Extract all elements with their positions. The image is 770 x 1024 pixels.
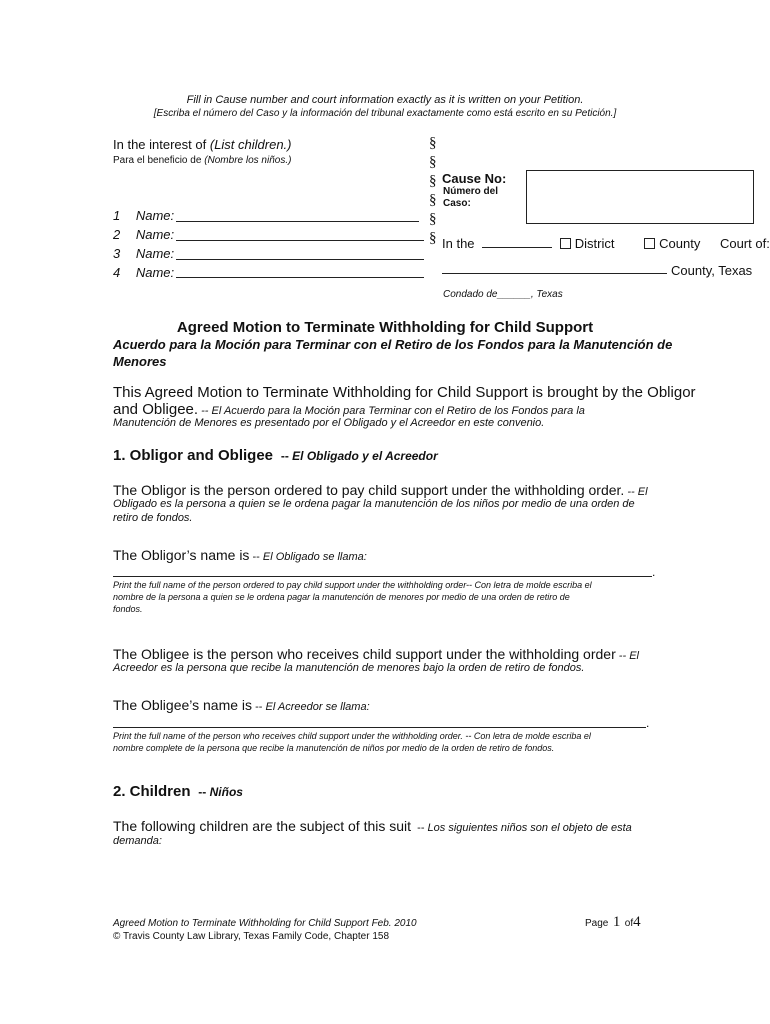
child-name-field[interactable] (176, 240, 424, 241)
county-checkbox[interactable] (644, 238, 655, 249)
child-num: 3 (113, 246, 121, 261)
obligee-name-period: . (646, 716, 650, 730)
intro-es-line2: -- El Acuerdo para la Moción para Terminar con el Retiro de los Fondos para la (198, 405, 585, 417)
district-option[interactable] (560, 236, 615, 251)
section2-text-en: The following children are the subject of this suit (113, 818, 412, 834)
section2-dash: -- (194, 785, 210, 799)
section-symbol: § (429, 135, 437, 151)
county-name-field[interactable] (442, 273, 667, 274)
instruction-en: Fill in Cause number and court information exactly as it is written on your Petition. (186, 94, 584, 106)
county-label: County (659, 236, 701, 251)
interest-prefix: In the interest of (113, 137, 207, 152)
obligor-def-es1: El (637, 486, 648, 498)
county-texas-label: County, Texas (671, 263, 753, 278)
obligor-name-es: El Obligado se llama: (262, 551, 367, 563)
obligee-def-es1: El (629, 650, 639, 662)
child-name-field[interactable] (176, 259, 424, 260)
beneficio-line (113, 155, 291, 166)
footer-title: Agreed Motion to Terminate Withholding for Child Support Feb. 2010 (113, 918, 417, 929)
beneficio-prefix: Para el beneficio de (113, 155, 202, 166)
interest-line (113, 137, 292, 152)
child-label: Name: (135, 208, 175, 223)
county-option[interactable] (644, 236, 700, 251)
obligee-name-en: The Obligee’s name is (113, 697, 253, 713)
section1-title: 1. Obligor and Obligee (113, 447, 274, 464)
caso-label: Caso: (443, 198, 471, 209)
child-label: Name: (135, 246, 175, 261)
obligor-name-en: The Obligor’s name is (113, 547, 250, 563)
section2-heading (113, 783, 243, 801)
child-label: Name: (135, 265, 175, 280)
section-symbol: § (429, 211, 437, 227)
intro-en-line2: and Obligee. (113, 401, 199, 418)
footer-copyright: © Travis County Law Library, Texas Family Code, Chapter 158 (113, 931, 390, 942)
obligee-note-1: Print the full name of the person who receives child support under the withholding order. -- Con letra de molde escriba el (113, 731, 591, 741)
section-symbol: § (429, 154, 437, 170)
obligee-name-es: El Acreedor se llama: (265, 701, 370, 713)
obligor-def-es2: Obligado es la persona a quien se le ordena pagar la manutención de los niños por medio de una orden de (113, 498, 635, 510)
court-number-field[interactable] (482, 237, 552, 248)
intro-es-line3: Manutención de Menores es presentado por el Obligado y el Acreedor en este convenio. (113, 417, 545, 429)
section-symbol: § (429, 230, 437, 246)
obligor-name-dash: -- (249, 551, 263, 563)
document-title: Agreed Motion to Terminate Withholding for Child Support (176, 319, 594, 336)
section-symbol: § (429, 173, 437, 189)
child-row (113, 208, 174, 223)
page-number (585, 913, 641, 931)
child-num: 4 (113, 265, 121, 280)
document-title-es: Acuerdo para la Moción para Terminar con el Retiro de los Fondos para la Manutención de Menores (113, 337, 673, 369)
obligee-name-line (113, 697, 370, 715)
obligor-name-period: . (652, 565, 656, 579)
child-name-field[interactable] (176, 221, 419, 222)
obligee-def-dash: -- (615, 650, 630, 662)
section2-text-es2: demanda: (113, 835, 162, 847)
interest-list: (List children.) (209, 137, 292, 152)
child-label: Name: (135, 227, 175, 242)
obligor-def-dash: -- (624, 486, 638, 498)
section2-text (113, 818, 632, 836)
page-num: 1 (612, 914, 621, 930)
cause-no-label: Cause No: (442, 171, 507, 186)
of-label: of (624, 918, 634, 929)
section2-dash2: -- (411, 822, 428, 834)
child-row (113, 246, 174, 261)
obligor-def-en: The Obligor is the person ordered to pay child support under the withholding order. (113, 482, 625, 498)
obligor-def-es3: retiro de fondos. (113, 512, 193, 524)
in-the-label: In the (442, 236, 475, 251)
obligee-name-dash: -- (252, 701, 266, 713)
page-total: 4 (633, 914, 641, 930)
court-of-label: Court of: (719, 236, 770, 251)
page-label: Page (585, 918, 609, 929)
district-label: District (574, 236, 615, 251)
numero-label: Número del (443, 186, 499, 197)
condado-label: Condado de______, Texas (443, 289, 563, 300)
instruction-es: [Escriba el número del Caso y la información del tribunal exactamente como está escrito en su Petición.] (153, 108, 617, 119)
beneficio-list: (Nombre los niños.) (204, 155, 292, 166)
obligor-note-2: nombre de la persona a quien se le ordena pagar la manutención de menores por medio de una orden de retiro de (113, 592, 570, 602)
court-line (442, 236, 770, 251)
obligor-note-1: Print the full name of the person ordered to pay child support under the withholding order-- Con letra de molde escriba el (113, 580, 592, 590)
obligor-name-field[interactable] (113, 576, 652, 577)
child-row (113, 265, 174, 280)
section-symbol: § (429, 192, 437, 208)
section2-title: 2. Children (113, 783, 191, 800)
child-num: 2 (113, 227, 121, 242)
cause-no-input[interactable] (526, 170, 754, 224)
section1-heading (113, 447, 438, 465)
section2-text-es1: Los siguientes niños son el objeto de esta (427, 822, 632, 834)
obligor-note-3: fondos. (113, 604, 143, 614)
obligee-def-en: The Obligee is the person who receives child support under the withholding order (113, 646, 616, 662)
child-num: 1 (113, 208, 121, 223)
child-name-field[interactable] (176, 277, 424, 278)
section1-dash: -- (277, 449, 293, 463)
intro-line1: This Agreed Motion to Terminate Withholding for Child Support is brought by the Obligor (113, 384, 696, 401)
district-checkbox[interactable] (560, 238, 571, 249)
obligee-def-es2: Acreedor es la persona que recibe la manutención de menores bajo la orden de retiro de fondos. (113, 662, 585, 674)
section2-title-es: Niños (209, 785, 243, 799)
obligee-note-2: nombre complete de la persona que recibe la manutención de niños por medio de la orden de retiro de fondos. (113, 743, 555, 753)
section1-title-es: El Obligado y el Acreedor (292, 449, 438, 463)
obligee-name-field[interactable] (113, 727, 646, 728)
child-row (113, 227, 174, 242)
obligor-name-line (113, 547, 367, 565)
